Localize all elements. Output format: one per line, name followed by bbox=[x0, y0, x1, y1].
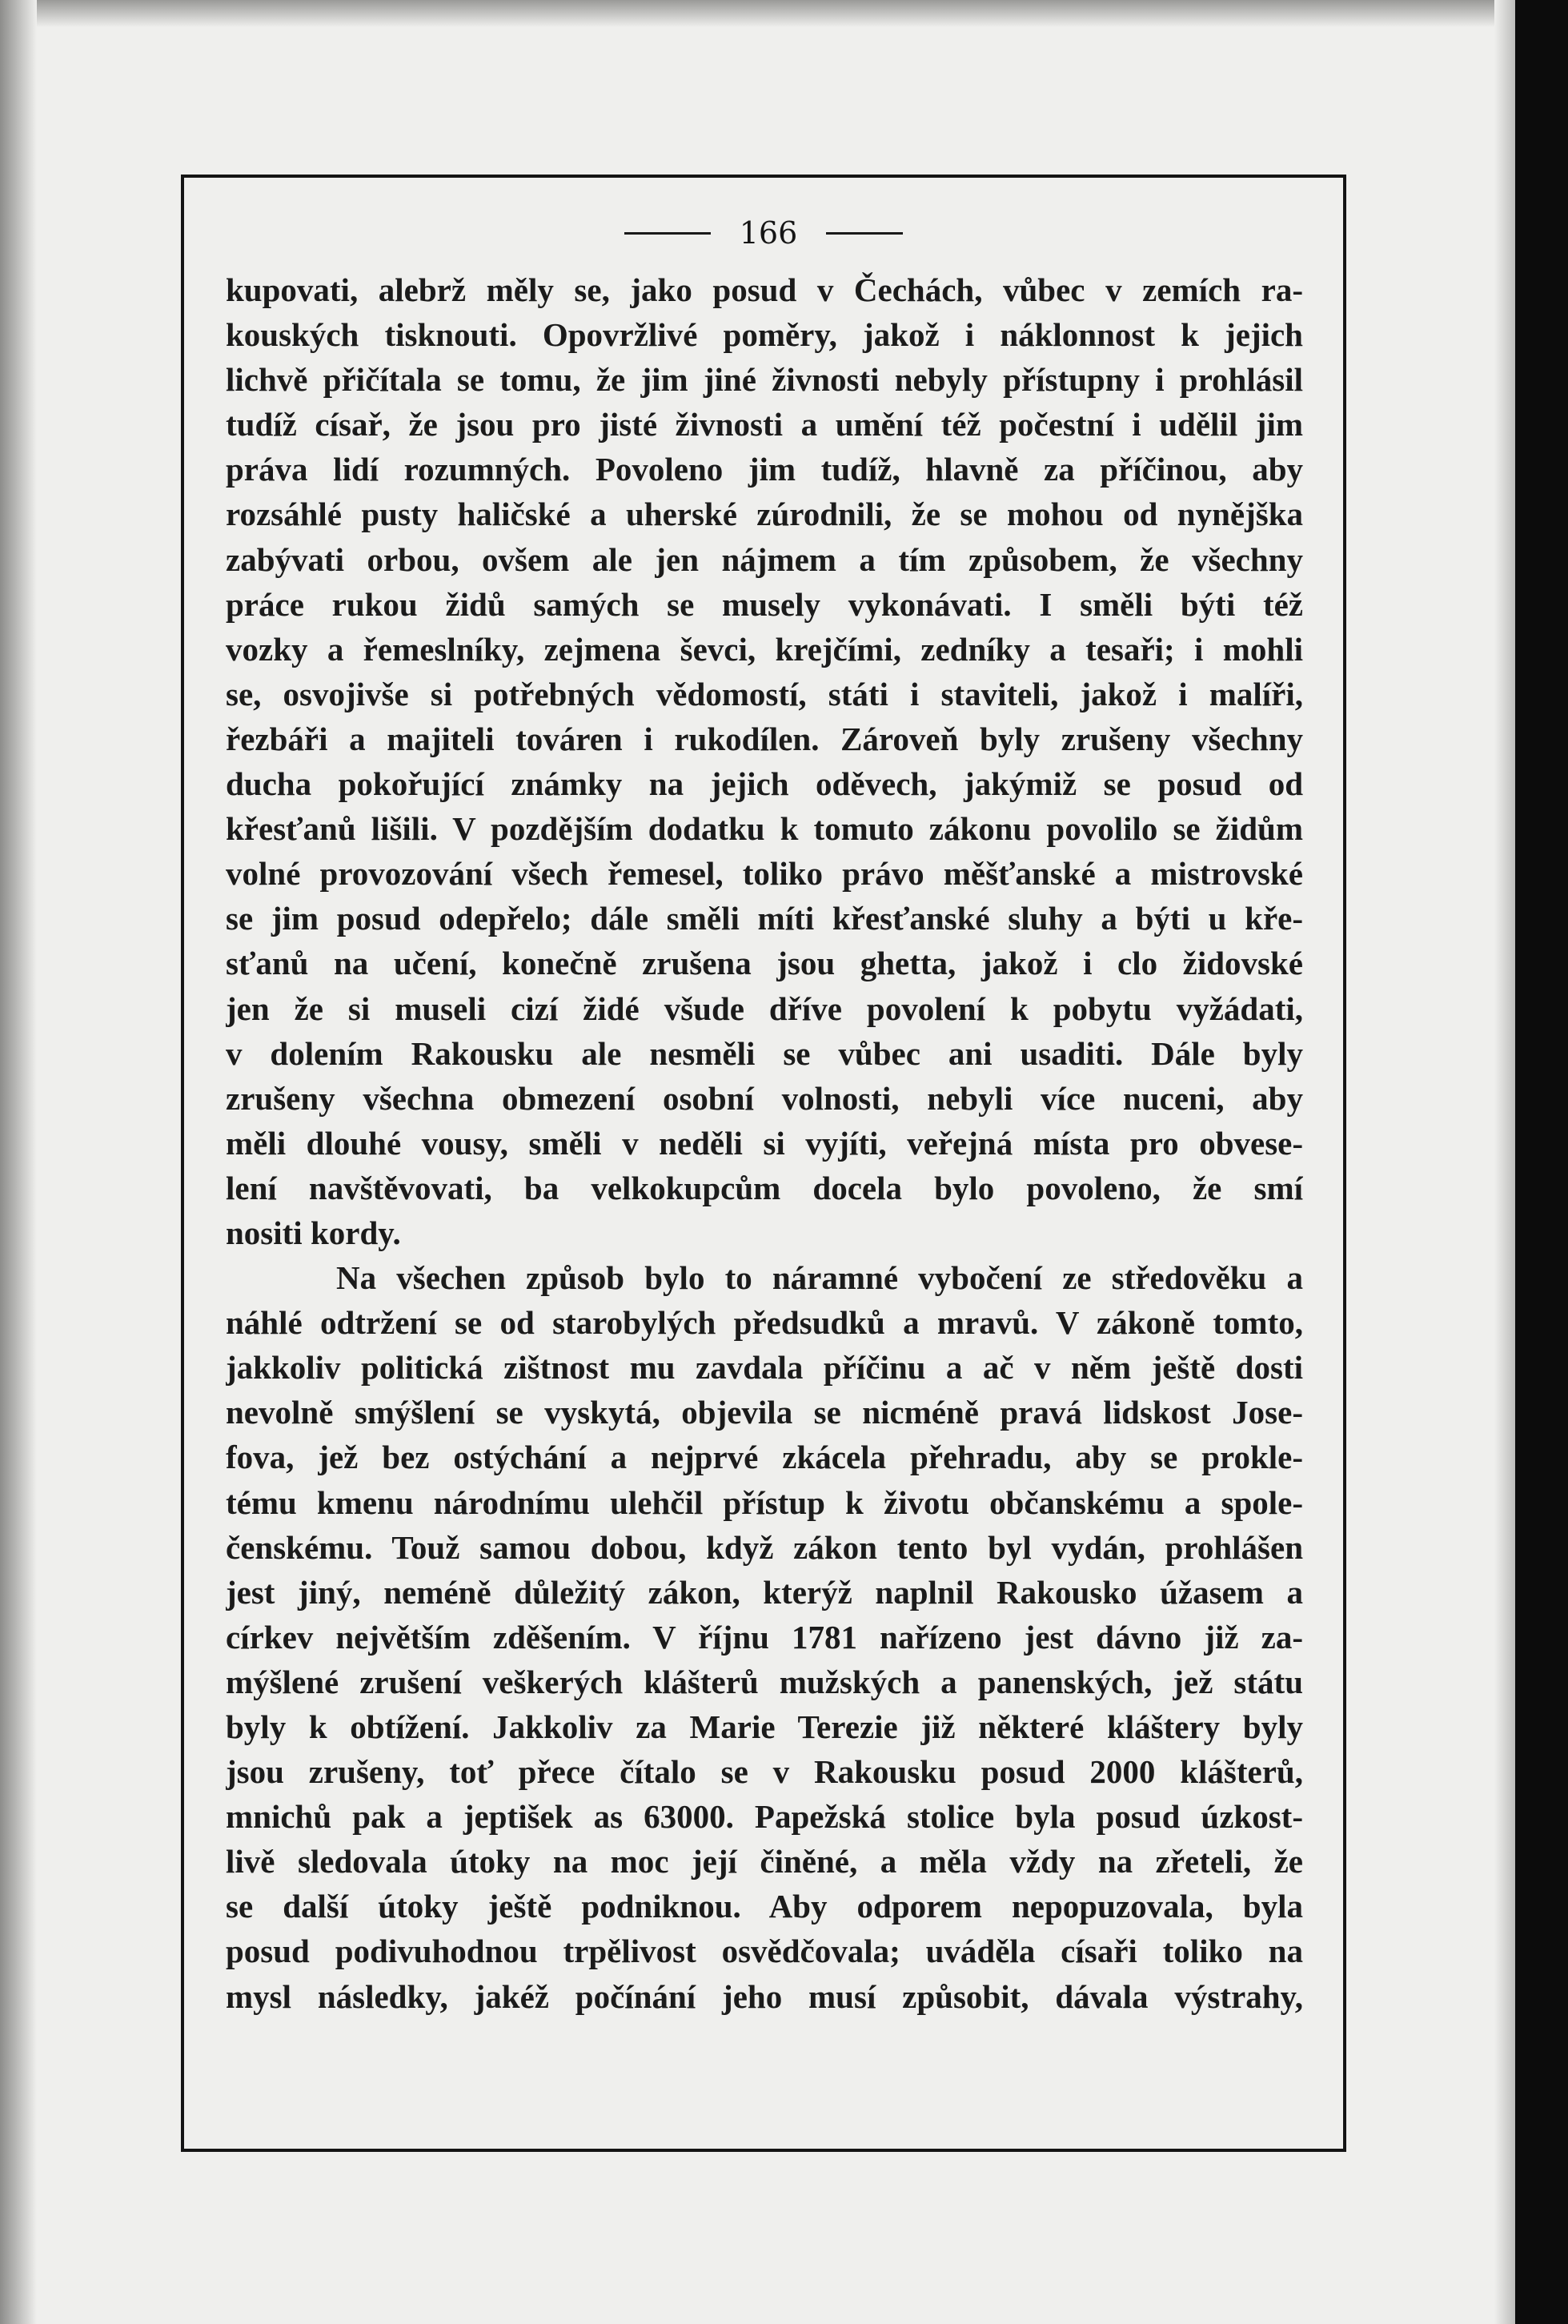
text-line: posud podivuhodnou trpělivost osvědčovala; uváděla císaři toliko na bbox=[226, 1933, 1303, 1970]
text-line: byly k obtížení. Jakkoliv za Marie Terezie již některé kláštery byly bbox=[226, 1708, 1303, 1745]
text-line: práce rukou židů samých se musely vykonávati. I směli býti též bbox=[226, 585, 1303, 623]
text-line: lichvě přičítala se tomu, že jim jiné živnosti nebyly přístupny i prohlásil bbox=[226, 361, 1303, 399]
text-line: práva lidí rozumných. Povoleno jim tudíž, hlavně za příčinou, aby bbox=[226, 451, 1303, 488]
text-line: jakkoliv politická zištnost mu zavdala příčinu a ač v něm ještě dosti bbox=[226, 1349, 1303, 1387]
scan-edge-left bbox=[0, 0, 37, 2324]
header-rule-right bbox=[826, 232, 903, 235]
text-line: ducha pokořující známky na jejich oděvech, jakýmiž se posud od bbox=[226, 765, 1303, 803]
text-line: mýšlené zrušení veškerých klášterů mužských a panenských, jež státu bbox=[226, 1663, 1303, 1700]
text-line: mnichů pak a jeptišek as 63000. Papežská stolice byla posud úzkost- bbox=[226, 1798, 1303, 1836]
text-line: tému kmenu národnímu ulehčil přístup k životu občanskému a spole- bbox=[226, 1483, 1303, 1521]
scan-edge-top bbox=[0, 0, 1568, 27]
text-line: vozky a řemeslníky, zejmena ševci, krejčími, zedníky a tesaři; i mohli bbox=[226, 630, 1303, 668]
text-line: zrušeny všechna obmezení osobní volnosti, nebyli více nuceni, aby bbox=[226, 1079, 1303, 1117]
header-rule-left bbox=[624, 232, 711, 235]
text-line: volné provozování všech řemesel, toliko právo měšťanské a mistrovské bbox=[226, 855, 1303, 893]
scan-edge-right-shadow bbox=[1494, 0, 1515, 2324]
text-line: jest jiný, neméně důležitý zákon, kterýž naplnil Rakousko úžasem a bbox=[226, 1573, 1303, 1611]
text-line: řezbáři a majiteli továren i rukodílen. Zároveň byly zrušeny všechny bbox=[226, 720, 1303, 757]
text-line: se jim posud odepřelo; dále směli míti křesťanské sluhy a býti u kře- bbox=[226, 900, 1303, 937]
text-line: se další útoky ještě podniknou. Aby odporem nepopuzovala, byla bbox=[226, 1888, 1303, 1925]
text-line: rozsáhlé pusty haličské a uherské zúrodnili, že se mohou od nynějška bbox=[226, 496, 1303, 533]
page-number: 166 bbox=[739, 215, 798, 251]
text-line: křesťanů lišili. V pozdějším dodatku k tomuto zákonu povolilo se židům bbox=[226, 810, 1303, 848]
text-line: kouských tisknouti. Opovržlivé poměry, jakož i náklonnost k jejich bbox=[226, 316, 1303, 354]
scan-edge-right bbox=[1515, 0, 1568, 2324]
text-line: jen že si museli cizí židé všude dříve povolení k pobytu vyžádati, bbox=[226, 989, 1303, 1027]
text-line: tudíž císař, že jsou pro jisté živnosti a umění též počestní i udělil jim bbox=[226, 406, 1303, 444]
text-line: fova, jež bez ostýchání a nejprvé zkácela přehradu, aby se prokle- bbox=[226, 1439, 1303, 1476]
text-line: nevolně smýšlení se vyskytá, objevila se nicméně pravá lidskost Jose- bbox=[226, 1394, 1303, 1431]
body-text bbox=[226, 267, 1303, 2019]
text-line: čenskému. Touž samou dobou, když zákon tento byl vydán, prohlášen bbox=[226, 1528, 1303, 1566]
text-line: sťanů na učení, konečně zrušena jsou ghetta, jakož i clo židovské bbox=[226, 945, 1303, 982]
text-line: jsou zrušeny, toť přece čítalo se v Rakousku posud 2000 klášterů, bbox=[226, 1753, 1303, 1791]
text-line: měli dlouhé vousy, směli v neděli si vyjíti, veřejná místa pro obvese- bbox=[226, 1124, 1303, 1162]
paragraph-end-line: nositi kordy. bbox=[226, 1214, 401, 1251]
text-line: livě sledovala útoky na moc její činěné, a měla vždy na zřeteli, že bbox=[226, 1843, 1303, 1880]
text-line: mysl následky, jakéž počínání jeho musí způsobit, dávala výstrahy, bbox=[226, 1977, 1303, 2015]
page-header bbox=[181, 213, 1346, 253]
text-line: církev největším zděšením. V říjnu 1781 nařízeno jest dávno již za- bbox=[226, 1618, 1303, 1656]
text-line: lení navštěvovati, ba velkokupcům docela bylo povoleno, že smí bbox=[226, 1169, 1303, 1206]
text-line: zabývati orbou, ovšem ale jen nájmem a tím způsobem, že všechny bbox=[226, 540, 1303, 578]
paragraph-start-line: Na všechen způsob bylo to náramné vybočení ze středověku a bbox=[336, 1259, 1303, 1297]
text-line: kupovati, alebrž měly se, jako posud v Čechách, vůbec v zemích ra- bbox=[226, 271, 1303, 308]
text-line: v dolením Rakousku ale nesměli se vůbec ani usaditi. Dále byly bbox=[226, 1034, 1303, 1072]
text-line: se, osvojivše si potřebných vědomostí, státi i staviteli, jakož i malíři, bbox=[226, 675, 1303, 712]
text-line: náhlé odtržení se od starobylých předsudků a mravů. V zákoně tomto, bbox=[226, 1304, 1303, 1342]
